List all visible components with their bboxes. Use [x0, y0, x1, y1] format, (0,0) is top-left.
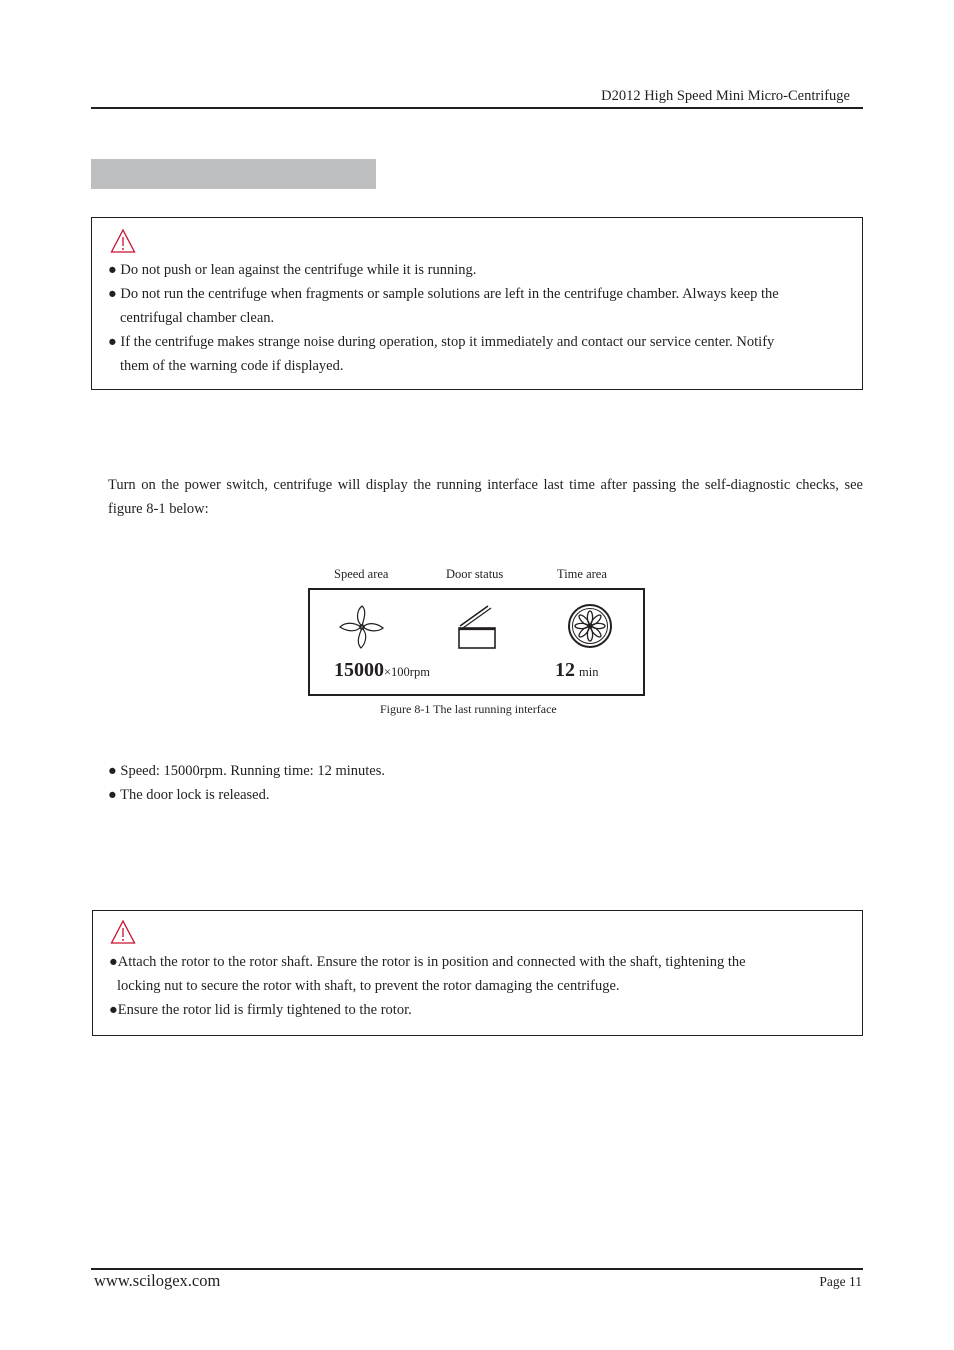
time-unit: min: [579, 665, 599, 679]
status-item-2: ● The door lock is released.: [108, 787, 270, 803]
intro-paragraph: Turn on the power switch, centrifuge will display the running interface last time after passing the self-diagnostic checks, see figure 8-1 below:: [108, 477, 863, 517]
warning-2-item-2: ●Ensure the rotor lid is firmly tightened to the rotor.: [109, 1002, 412, 1018]
speed-value: 15000: [334, 659, 384, 681]
footer-url: www.scilogex.com: [94, 1271, 221, 1290]
label-time-area: Time area: [557, 567, 607, 581]
label-door-status: Door status: [446, 567, 504, 581]
label-speed-area: Speed area: [334, 567, 389, 581]
warning-2-item-1-cont: locking nut to secure the rotor with shaft, to prevent the rotor damaging the centrifuge.: [117, 978, 620, 994]
warning-1-item-3: ● If the centrifuge makes strange noise during operation, stop it immediately and contact our service center. Notify: [108, 334, 775, 350]
header-rule: [91, 107, 863, 109]
speed-readout: [334, 659, 430, 682]
warning-1-item-2: ● Do not run the centrifuge when fragments or sample solutions are left in the centrifuge chamber. Always keep the: [108, 286, 779, 302]
status-item-1: ● Speed: 15000rpm. Running time: 12 minutes.: [108, 763, 385, 779]
display-panel: [308, 588, 645, 696]
warning-1-item-2-cont: centrifugal chamber clean.: [120, 310, 275, 326]
section-heading-bar: [91, 159, 376, 189]
warning-triangle-icon: [110, 919, 136, 945]
rotor-icon: [566, 602, 614, 650]
warning-box-1: [91, 217, 863, 390]
figure-caption: Figure 8-1 The last running interface: [380, 702, 557, 716]
warning-triangle-icon: [110, 228, 136, 254]
warning-1-item-1: ● Do not push or lean against the centrifuge while it is running.: [108, 262, 477, 278]
warning-box-2: [92, 910, 863, 1036]
time-value: 12: [555, 659, 575, 681]
warning-2-item-1: ●Attach the rotor to the rotor shaft. Ensure the rotor is in position and connected with the shaft, tightening the: [109, 954, 746, 970]
warning-1-item-3-cont: them of the warning code if displayed.: [120, 358, 344, 374]
time-readout: [555, 659, 598, 682]
fan-icon: [336, 603, 388, 651]
door-open-icon: [456, 604, 498, 652]
speed-unit: ×100rpm: [384, 665, 430, 679]
footer-rule: [91, 1268, 863, 1270]
header-title: D2012 High Speed Mini Micro-Centrifuge: [601, 88, 850, 104]
page-number: Page 11: [819, 1274, 862, 1289]
